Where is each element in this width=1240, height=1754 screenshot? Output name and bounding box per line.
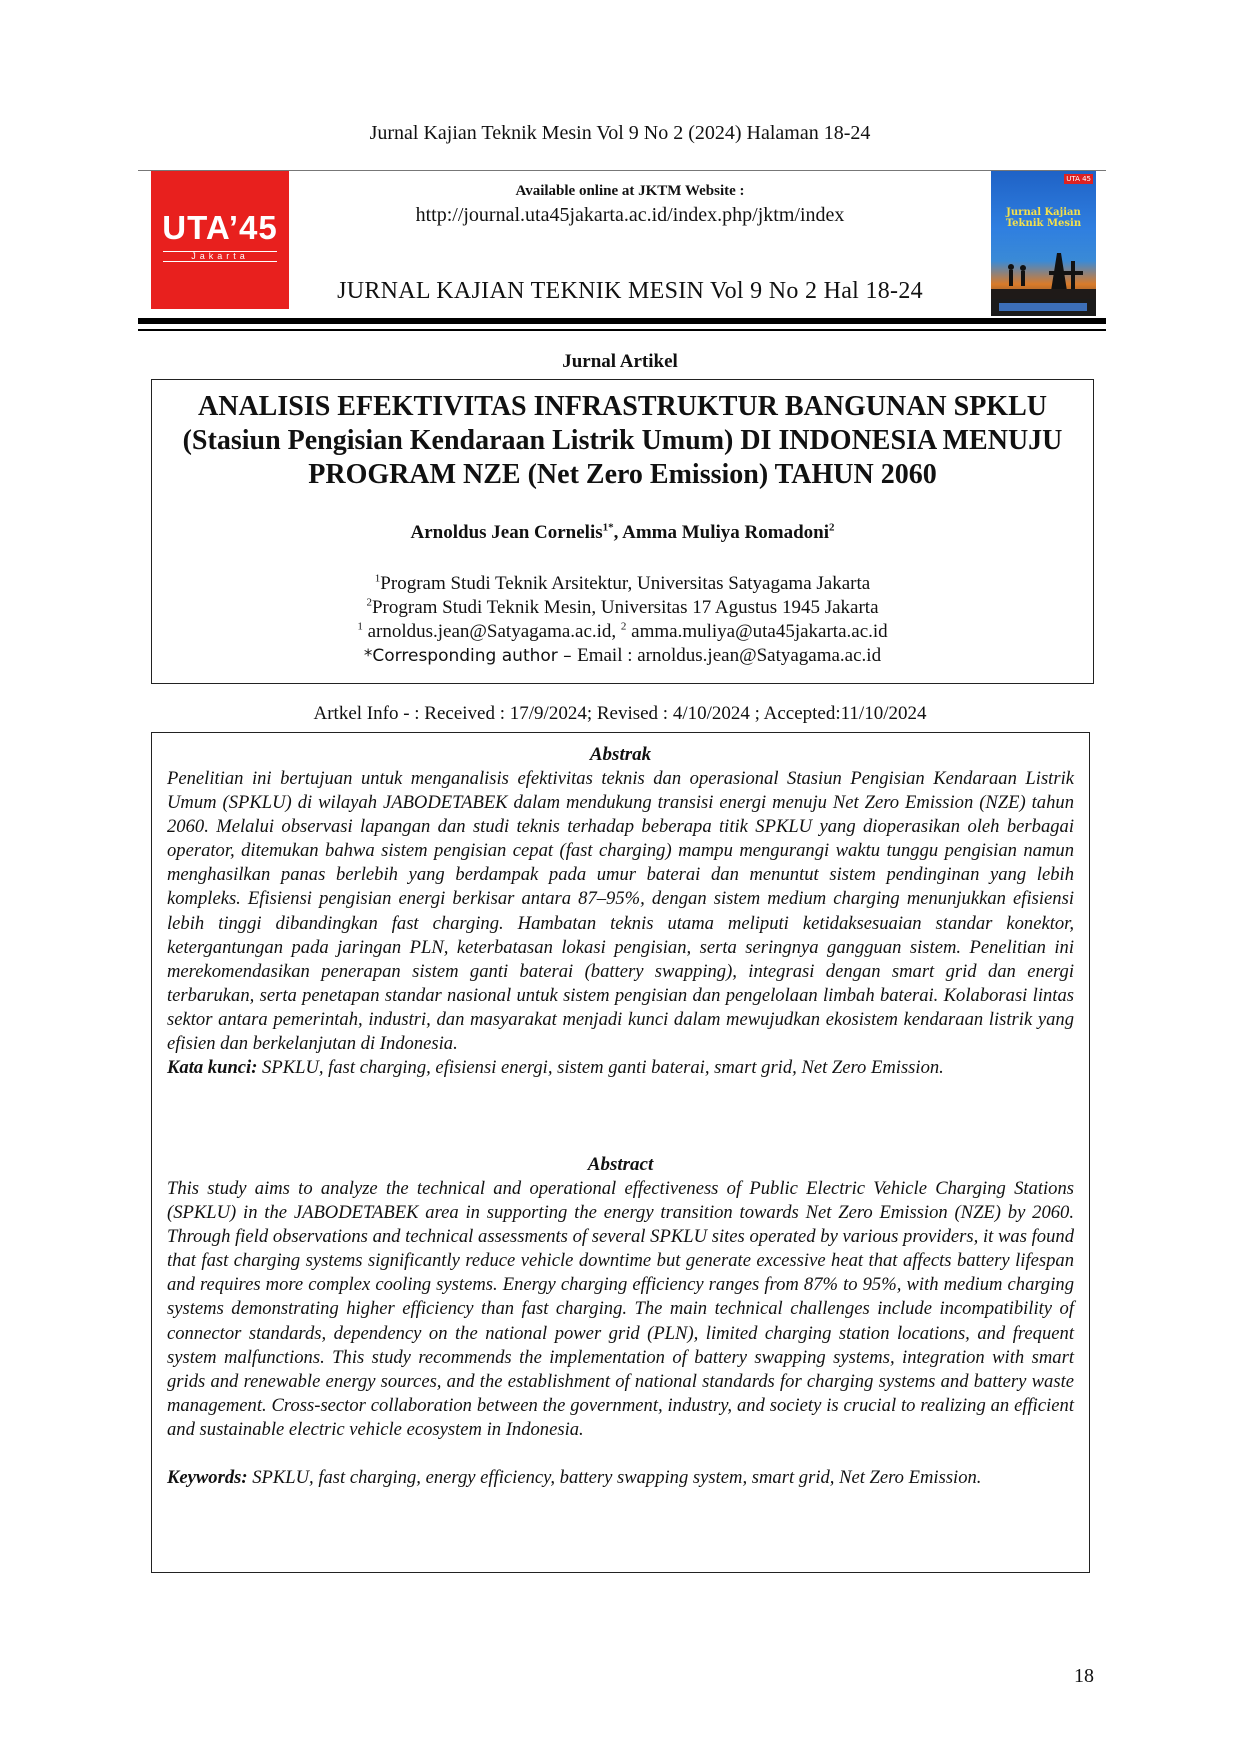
corresponding-email[interactable]: Email : arnoldus.jean@Satyagama.ac.id <box>577 645 882 666</box>
abstract-keywords <box>167 1466 1074 1490</box>
affiliation-1-sup: 1 <box>374 572 381 585</box>
abstrak-keywords <box>167 1056 1074 1080</box>
author-separator: , <box>613 522 623 543</box>
cover-badge: UTA 45 <box>1066 175 1091 183</box>
abstract-box <box>151 732 1090 1573</box>
email-2-sup: 2 <box>620 620 627 633</box>
cover-title: Jurnal Kajian Teknik Mesin <box>1005 207 1082 229</box>
abstract-body <box>167 1177 1074 1490</box>
email-1[interactable]: arnoldus.jean@Satyagama.ac.id, <box>362 621 621 642</box>
author-2-sup: 2 <box>829 521 835 534</box>
journal-banner: JURNAL KAJIAN TEKNIK MESIN Vol 9 No 2 Hal 18-24 <box>337 278 923 304</box>
affiliation-2-sup: 2 <box>366 596 372 609</box>
abstrak-heading: Abstrak <box>589 744 652 765</box>
abstrak-text: Penelitian ini bertujuan untuk menganalisis efektivitas teknis dan operasional Stasiun Pengisian Kendaraan Listrik Umum (SPKLU) di wilayah JABODETABEK dalam mendukung transisi energi menuju Net Zero Emission (NZE) tahun 2060. Melalui observasi lapangan dan studi teknis terhadap beberapa titik SPKLU yang dioperasikan oleh berbagai operator, ditemukan bahwa sistem pengisian cepat (fast charging) mampu mengurangi waktu tunggu pengisian namun menghasilkan panas berlebih yang berdampak pada umur baterai dan menuntut sistem pendinginan yang lebih kompleks. Efisiensi pengisian energi berkisar antara 87–95%, dengan sistem medium charging menunjukkan efisiensi lebih tinggi dibandingkan fast charging. Hambatan teknis utama meliputi ketidaksesuaian standar konektor, ketergantungan pada jaringan PLN, keterbatasan lokasi pengisian, serta seringnya gangguan sistem. Penelitian ini merekomendasikan penerapan sistem ganti baterai (battery swapping), integrasi dengan smart grid dan energi terbarukan, serta penetapan standar nasional untuk sistem pengisian dan pengelolaan limbah baterai. Kolaborasi lintas sektor antara pemerintah, industri, dan masyarakat menjadi kunci dalam mewujudkan ekosistem kendaraan listrik yang efisien dan berkelanjutan di Indonesia. <box>167 768 1074 1055</box>
running-header: Jurnal Kajian Teknik Mesin Vol 9 No 2 (2024) Halaman 18-24 <box>369 122 871 144</box>
keywords-values: SPKLU, fast charging, energy efficiency, battery swapping system, smart grid, Net Zero Emission. <box>247 1467 982 1489</box>
cover-illustration-icon <box>991 171 1096 316</box>
kata-kunci-values: SPKLU, fast charging, efisiensi energi, sistem ganti baterai, smart grid, Net Zero Emission. <box>257 1057 944 1079</box>
abstract-text: This study aims to analyze the technical and operational effectiveness of Public Electric Vehicle Charging Stations (SPKLU) in the JABODETABEK area in supporting the energy transition towards Net Zero Emission (NZE) by 2060. Through field observations and technical assessments of several SPKLU sites operated by various providers, it was found that fast charging systems significantly reduce vehicle downtime but generate excessive heat that affects battery lifespan and requires more complex cooling systems. Energy charging efficiency ranges from 87% to 95%, with medium charging systems demonstrating higher efficiency than fast charging. The main technical challenges include incompatibility of connector standards, dependency on the national power grid (PLN), limited charging station locations, and frequent system malfunctions. This study recommends the implementation of battery swapping systems, integration with smart grids and renewable energy sources, and the establishment of national standards for charging systems and battery waste management. Cross-sector collaboration between the government, industry, and society is crucial to realizing an efficient and sustainable electric vehicle ecosystem in Indonesia. <box>167 1178 1074 1440</box>
abstrak-body <box>167 767 1074 1080</box>
available-online-label: Available online at JKTM Website : <box>515 183 745 199</box>
affiliation-1-text: Program Studi Teknik Arsitektur, Universitas Satyagama Jakarta <box>380 573 871 594</box>
email-line <box>152 620 1093 644</box>
kata-kunci-label: Kata kunci: <box>167 1057 258 1079</box>
email-1-sup: 1 <box>357 620 363 633</box>
email-2[interactable]: amma.muliya@uta45jakarta.ac.id <box>626 621 888 642</box>
article-title: ANALISIS EFEKTIVITAS INFRASTRUKTUR BANGUNAN SPKLU (Stasiun Pengisian Kendaraan Listrik Umum) DI INDONESIA MENUJU PROGRAM NZE (Net Zero Emission) TAHUN 2060 <box>182 391 1063 490</box>
keywords-label: Keywords: <box>167 1467 248 1489</box>
section-label: Jurnal Artikel <box>562 351 678 372</box>
author-1: Arnoldus Jean Cornelis <box>410 522 603 543</box>
corresponding-line <box>152 644 1093 668</box>
page-number: 18 <box>1074 1665 1094 1687</box>
logo-text: UTA’45 <box>162 209 278 246</box>
abstract-heading: Abstract <box>587 1154 654 1175</box>
author-line <box>152 522 1093 544</box>
article-info: Artkel Info - : Received : 17/9/2024; Revised : 4/10/2024 ; Accepted:11/10/2024 <box>313 703 927 724</box>
affiliation-1 <box>152 572 1093 596</box>
journal-url-link[interactable]: http://journal.uta45jakarta.ac.id/index.php/jktm/index <box>415 204 845 226</box>
affiliations <box>152 572 1093 668</box>
affiliation-2-text: Program Studi Teknik Mesin, Universitas 17 Agustus 1945 Jakarta <box>371 597 879 618</box>
logo-subtext: Jakarta <box>163 251 277 262</box>
author-1-sup: 1* <box>602 521 614 534</box>
corresponding-label: *Corresponding author – <box>363 646 578 666</box>
title-box <box>151 379 1094 684</box>
masthead-thick-rule <box>138 318 1106 324</box>
masthead-thin-rule <box>138 329 1106 331</box>
journal-cover-image <box>991 171 1096 316</box>
abstract-spacer <box>167 1442 1074 1466</box>
author-2: Amma Muliya Romadoni <box>622 522 829 543</box>
affiliation-2 <box>152 596 1093 620</box>
